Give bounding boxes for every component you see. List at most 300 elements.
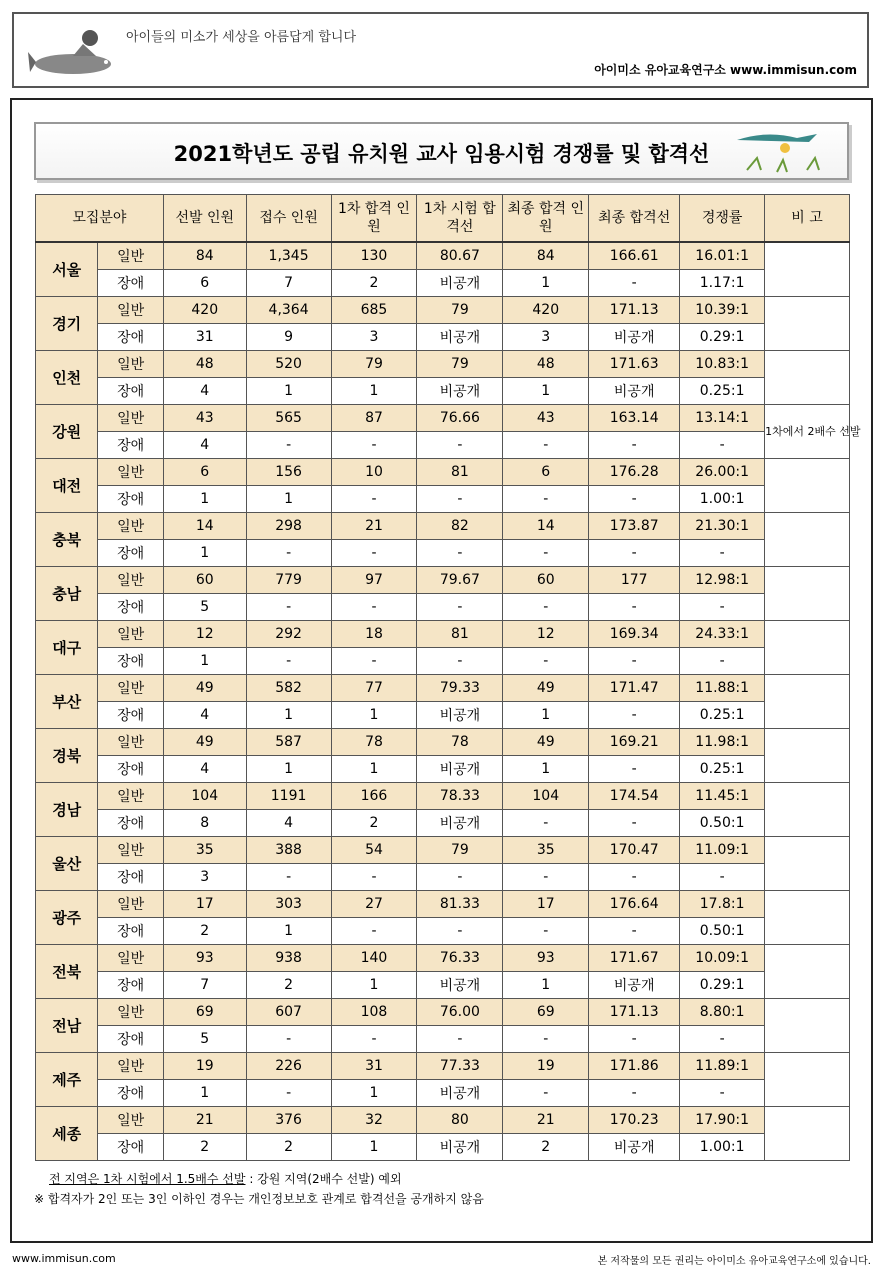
final-cutoff: 비공개 (589, 1134, 680, 1161)
col-final-cut: 최종 합격선 (589, 195, 680, 243)
applied-count: 4 (246, 810, 331, 837)
region-name: 충남 (36, 567, 98, 621)
recruit-type: 일반 (98, 459, 163, 486)
recruit-type: 장애 (98, 1080, 163, 1107)
col-selected: 선발 인원 (163, 195, 246, 243)
table-row (36, 918, 850, 945)
recruit-type: 장애 (98, 270, 163, 297)
first-pass-count: - (331, 648, 417, 675)
competition-ratio: 0.50:1 (680, 918, 765, 945)
applied-count: 1 (246, 756, 331, 783)
first-pass-count: 78 (331, 729, 417, 756)
applied-count: 520 (246, 351, 331, 378)
final-cutoff: 174.54 (589, 783, 680, 810)
final-pass-count: 35 (503, 837, 589, 864)
final-pass-count: 1 (503, 702, 589, 729)
first-pass-count: 1 (331, 1134, 417, 1161)
applied-count: 156 (246, 459, 331, 486)
first-cutoff: 81.33 (417, 891, 503, 918)
table-row (36, 405, 850, 432)
first-cutoff: 비공개 (417, 972, 503, 999)
selected-count: 5 (163, 594, 246, 621)
table-row (36, 891, 850, 918)
page-header (12, 12, 869, 88)
note-cell (765, 513, 850, 567)
note-cell (765, 999, 850, 1053)
col-applied: 접수 인원 (246, 195, 331, 243)
table-row (36, 242, 850, 270)
first-pass-count: 1 (331, 756, 417, 783)
footer-copyright: 본 저작물의 모든 권리는 아이미소 유아교육연구소에 있습니다. (597, 1256, 871, 1267)
region-name: 대구 (36, 621, 98, 675)
table-row (36, 297, 850, 324)
first-pass-count: 685 (331, 297, 417, 324)
final-pass-count: 69 (503, 999, 589, 1026)
competition-ratio: 17.8:1 (680, 891, 765, 918)
applied-count: 1 (246, 702, 331, 729)
competition-ratio: 26.00:1 (680, 459, 765, 486)
applied-count: 292 (246, 621, 331, 648)
note-cell (765, 783, 850, 837)
final-pass-count: 3 (503, 324, 589, 351)
competition-ratio: 8.80:1 (680, 999, 765, 1026)
table-row (36, 810, 850, 837)
final-pass-count: 1 (503, 378, 589, 405)
table-row (36, 351, 850, 378)
recruit-type: 일반 (98, 1053, 163, 1080)
first-cutoff: 비공개 (417, 324, 503, 351)
recruit-type: 장애 (98, 810, 163, 837)
applied-count: 587 (246, 729, 331, 756)
final-cutoff: - (589, 918, 680, 945)
first-pass-count: - (331, 432, 417, 459)
region-name: 경북 (36, 729, 98, 783)
competition-ratio: 0.25:1 (680, 702, 765, 729)
final-cutoff: 176.28 (589, 459, 680, 486)
recruit-type: 일반 (98, 405, 163, 432)
final-pass-count: 49 (503, 675, 589, 702)
applied-count: 607 (246, 999, 331, 1026)
competition-ratio: - (680, 540, 765, 567)
selected-count: 49 (163, 675, 246, 702)
final-pass-count: 14 (503, 513, 589, 540)
selected-count: 21 (163, 1107, 246, 1134)
applied-count: - (246, 540, 331, 567)
content-frame (10, 98, 873, 1243)
note-cell (765, 567, 850, 621)
note-cell (765, 242, 850, 297)
table-row (36, 1134, 850, 1161)
first-pass-count: - (331, 864, 417, 891)
slogan: 아이들의 미소가 세상을 아름답게 합니다 (126, 30, 357, 45)
first-cutoff: - (417, 594, 503, 621)
recruit-type: 장애 (98, 486, 163, 513)
table-row (36, 864, 850, 891)
selected-count: 7 (163, 972, 246, 999)
competition-ratio: 10.39:1 (680, 297, 765, 324)
recruit-type: 일반 (98, 999, 163, 1026)
competition-ratio: 24.33:1 (680, 621, 765, 648)
selected-count: 8 (163, 810, 246, 837)
first-cutoff: 비공개 (417, 756, 503, 783)
final-cutoff: 171.63 (589, 351, 680, 378)
footnote-1-rest: : 강원 지역(2배수 선발) 예외 (245, 1172, 402, 1186)
final-cutoff: - (589, 810, 680, 837)
selected-count: 1 (163, 540, 246, 567)
final-cutoff: - (589, 486, 680, 513)
recruit-type: 장애 (98, 324, 163, 351)
first-pass-count: 21 (331, 513, 417, 540)
first-cutoff: 82 (417, 513, 503, 540)
table-row (36, 432, 850, 459)
first-pass-count: 140 (331, 945, 417, 972)
first-cutoff: 79 (417, 297, 503, 324)
selected-count: 49 (163, 729, 246, 756)
table-row (36, 1053, 850, 1080)
selected-count: 1 (163, 648, 246, 675)
recruit-type: 일반 (98, 837, 163, 864)
table-row (36, 1107, 850, 1134)
applied-count: - (246, 864, 331, 891)
competition-ratio: - (680, 648, 765, 675)
table-row (36, 621, 850, 648)
note-cell (765, 351, 850, 405)
note-cell (765, 891, 850, 945)
applied-count: 388 (246, 837, 331, 864)
first-pass-count: - (331, 918, 417, 945)
final-pass-count: 6 (503, 459, 589, 486)
col-first-cut: 1차 시험 합격선 (417, 195, 503, 243)
applied-count: 303 (246, 891, 331, 918)
final-pass-count: 93 (503, 945, 589, 972)
final-pass-count: - (503, 432, 589, 459)
final-pass-count: - (503, 1080, 589, 1107)
first-pass-count: 130 (331, 242, 417, 270)
note-cell (765, 837, 850, 891)
competition-ratio: 1.00:1 (680, 1134, 765, 1161)
applied-count: 1 (246, 486, 331, 513)
recruit-type: 일반 (98, 351, 163, 378)
first-cutoff: 78.33 (417, 783, 503, 810)
final-cutoff: 176.64 (589, 891, 680, 918)
applied-count: 9 (246, 324, 331, 351)
table-header-row (36, 195, 850, 243)
selected-count: 35 (163, 837, 246, 864)
selected-count: 5 (163, 1026, 246, 1053)
footer-website: www.immisun.com (12, 1252, 116, 1265)
final-pass-count: 84 (503, 242, 589, 270)
note-cell: 1차에서 2배수 선발 (765, 405, 850, 459)
recruit-type: 장애 (98, 648, 163, 675)
region-name: 전남 (36, 999, 98, 1053)
final-cutoff: 166.61 (589, 242, 680, 270)
recruit-type: 장애 (98, 594, 163, 621)
selected-count: 6 (163, 459, 246, 486)
col-field: 모집분야 (36, 195, 164, 243)
final-cutoff: 171.67 (589, 945, 680, 972)
final-cutoff: 170.23 (589, 1107, 680, 1134)
final-cutoff: 173.87 (589, 513, 680, 540)
note-cell (765, 621, 850, 675)
final-pass-count: - (503, 918, 589, 945)
competition-ratio: 16.01:1 (680, 242, 765, 270)
table-row (36, 783, 850, 810)
final-cutoff: - (589, 648, 680, 675)
final-pass-count: 60 (503, 567, 589, 594)
final-pass-count: 1 (503, 972, 589, 999)
recruit-type: 일반 (98, 675, 163, 702)
first-cutoff: 비공개 (417, 378, 503, 405)
recruit-type: 장애 (98, 972, 163, 999)
final-cutoff: 비공개 (589, 378, 680, 405)
selected-count: 14 (163, 513, 246, 540)
first-pass-count: 1 (331, 378, 417, 405)
competition-ratio: 11.09:1 (680, 837, 765, 864)
note-cell (765, 1107, 850, 1161)
table-row (36, 756, 850, 783)
competition-ratio: 17.90:1 (680, 1107, 765, 1134)
final-cutoff: 170.47 (589, 837, 680, 864)
final-pass-count: 420 (503, 297, 589, 324)
table-row (36, 459, 850, 486)
first-cutoff: 비공개 (417, 270, 503, 297)
title-box (34, 122, 849, 180)
competition-ratio: 10.83:1 (680, 351, 765, 378)
selected-count: 420 (163, 297, 246, 324)
table-row (36, 378, 850, 405)
applied-count: 1 (246, 918, 331, 945)
recruit-type: 일반 (98, 513, 163, 540)
applied-count: 565 (246, 405, 331, 432)
selected-count: 3 (163, 864, 246, 891)
competition-ratio: 0.25:1 (680, 756, 765, 783)
final-pass-count: 43 (503, 405, 589, 432)
note-cell (765, 1053, 850, 1107)
selected-count: 84 (163, 242, 246, 270)
recruit-type: 일반 (98, 1107, 163, 1134)
final-pass-count: - (503, 648, 589, 675)
final-cutoff: 171.47 (589, 675, 680, 702)
selected-count: 93 (163, 945, 246, 972)
first-cutoff: 76.00 (417, 999, 503, 1026)
applied-count: 298 (246, 513, 331, 540)
final-pass-count: - (503, 1026, 589, 1053)
region-name: 서울 (36, 242, 98, 297)
child-on-fish-logo-icon (28, 22, 123, 86)
competition-ratio: - (680, 1026, 765, 1053)
table-row (36, 648, 850, 675)
competition-ratio: - (680, 1080, 765, 1107)
final-cutoff: - (589, 432, 680, 459)
final-pass-count: 19 (503, 1053, 589, 1080)
first-cutoff: 비공개 (417, 702, 503, 729)
table-row (36, 999, 850, 1026)
competition-ratio: 11.45:1 (680, 783, 765, 810)
decoration-icon (727, 130, 837, 180)
recruit-type: 일반 (98, 729, 163, 756)
selected-count: 48 (163, 351, 246, 378)
selected-count: 31 (163, 324, 246, 351)
region-name: 강원 (36, 405, 98, 459)
competition-ratio: 21.30:1 (680, 513, 765, 540)
recruit-type: 장애 (98, 756, 163, 783)
first-pass-count: - (331, 1026, 417, 1053)
applied-count: 4,364 (246, 297, 331, 324)
first-pass-count: 2 (331, 270, 417, 297)
first-pass-count: 166 (331, 783, 417, 810)
first-pass-count: 1 (331, 1080, 417, 1107)
first-pass-count: - (331, 594, 417, 621)
final-cutoff: 171.86 (589, 1053, 680, 1080)
first-pass-count: 31 (331, 1053, 417, 1080)
applied-count: 1191 (246, 783, 331, 810)
final-pass-count: 48 (503, 351, 589, 378)
first-cutoff: - (417, 432, 503, 459)
table-row (36, 675, 850, 702)
col-note: 비 고 (765, 195, 850, 243)
applied-count: 1 (246, 378, 331, 405)
selected-count: 43 (163, 405, 246, 432)
table-row (36, 324, 850, 351)
competition-ratio: - (680, 864, 765, 891)
selected-count: 12 (163, 621, 246, 648)
page-title: 2021학년도 공립 유치원 교사 임용시험 경쟁률 및 합격선 (173, 142, 710, 166)
first-pass-count: 54 (331, 837, 417, 864)
recruit-type: 장애 (98, 540, 163, 567)
region-name: 경기 (36, 297, 98, 351)
region-name: 인천 (36, 351, 98, 405)
recruit-type: 일반 (98, 567, 163, 594)
final-pass-count: - (503, 540, 589, 567)
applied-count: 2 (246, 972, 331, 999)
footnote-2: ※ 합격자가 2인 또는 3인 이하인 경우는 개인정보보호 관계로 합격선을 공개하지 않음 (34, 1192, 484, 1206)
first-cutoff: - (417, 918, 503, 945)
table-row (36, 567, 850, 594)
final-cutoff: - (589, 594, 680, 621)
selected-count: 104 (163, 783, 246, 810)
note-cell (765, 297, 850, 351)
first-pass-count: 77 (331, 675, 417, 702)
competition-ratio: 0.50:1 (680, 810, 765, 837)
first-cutoff: 79.33 (417, 675, 503, 702)
selected-count: 69 (163, 999, 246, 1026)
final-cutoff: 169.21 (589, 729, 680, 756)
footnote-1-underlined: 전 지역은 1차 시험에서 1.5배수 선발 (49, 1172, 246, 1186)
table-row (36, 1026, 850, 1053)
selected-count: 19 (163, 1053, 246, 1080)
final-pass-count: 104 (503, 783, 589, 810)
first-pass-count: 3 (331, 324, 417, 351)
first-cutoff: 76.33 (417, 945, 503, 972)
first-pass-count: - (331, 486, 417, 513)
region-name: 전북 (36, 945, 98, 999)
region-name: 세종 (36, 1107, 98, 1161)
first-cutoff: 79 (417, 837, 503, 864)
recruit-type: 일반 (98, 783, 163, 810)
final-pass-count: 12 (503, 621, 589, 648)
selected-count: 1 (163, 486, 246, 513)
final-cutoff: 177 (589, 567, 680, 594)
recruit-type: 일반 (98, 891, 163, 918)
recruit-type: 장애 (98, 432, 163, 459)
table-row (36, 540, 850, 567)
note-cell (765, 945, 850, 999)
competition-ratio: 0.25:1 (680, 378, 765, 405)
selected-count: 2 (163, 918, 246, 945)
final-pass-count: - (503, 810, 589, 837)
final-pass-count: - (503, 594, 589, 621)
recruit-type: 장애 (98, 918, 163, 945)
competition-ratio: 11.98:1 (680, 729, 765, 756)
col-ratio: 경쟁률 (680, 195, 765, 243)
competition-ratio: 11.88:1 (680, 675, 765, 702)
first-pass-count: 27 (331, 891, 417, 918)
applied-count: 582 (246, 675, 331, 702)
competition-ratio: 0.29:1 (680, 324, 765, 351)
applied-count: - (246, 648, 331, 675)
first-cutoff: 비공개 (417, 1134, 503, 1161)
selected-count: 1 (163, 1080, 246, 1107)
first-pass-count: 2 (331, 810, 417, 837)
final-pass-count: - (503, 864, 589, 891)
competition-ratio: 11.89:1 (680, 1053, 765, 1080)
final-pass-count: 17 (503, 891, 589, 918)
results-table (35, 194, 861, 1161)
final-pass-count: 49 (503, 729, 589, 756)
note-cell (765, 459, 850, 513)
first-pass-count: 108 (331, 999, 417, 1026)
final-cutoff: 169.34 (589, 621, 680, 648)
region-name: 경남 (36, 783, 98, 837)
final-cutoff: - (589, 270, 680, 297)
final-cutoff: - (589, 702, 680, 729)
region-name: 제주 (36, 1053, 98, 1107)
recruit-type: 일반 (98, 945, 163, 972)
note-cell (765, 675, 850, 729)
organization-label: 아이미소 유아교육연구소 www.immisun.com (594, 63, 857, 77)
first-cutoff: - (417, 486, 503, 513)
first-pass-count: 87 (331, 405, 417, 432)
recruit-type: 장애 (98, 702, 163, 729)
competition-ratio: 10.09:1 (680, 945, 765, 972)
first-cutoff: 비공개 (417, 810, 503, 837)
recruit-type: 일반 (98, 621, 163, 648)
final-cutoff: - (589, 1080, 680, 1107)
applied-count: 1,345 (246, 242, 331, 270)
first-pass-count: 32 (331, 1107, 417, 1134)
recruit-type: 일반 (98, 242, 163, 270)
applied-count: 2 (246, 1134, 331, 1161)
competition-ratio: 13.14:1 (680, 405, 765, 432)
applied-count: - (246, 1026, 331, 1053)
first-pass-count: 79 (331, 351, 417, 378)
first-pass-count: - (331, 540, 417, 567)
first-cutoff: 80 (417, 1107, 503, 1134)
final-pass-count: 2 (503, 1134, 589, 1161)
table-row (36, 702, 850, 729)
first-cutoff: - (417, 648, 503, 675)
selected-count: 6 (163, 270, 246, 297)
selected-count: 2 (163, 1134, 246, 1161)
recruit-type: 장애 (98, 378, 163, 405)
final-pass-count: 1 (503, 756, 589, 783)
selected-count: 4 (163, 378, 246, 405)
final-cutoff: 비공개 (589, 972, 680, 999)
applied-count: 938 (246, 945, 331, 972)
region-name: 대전 (36, 459, 98, 513)
recruit-type: 장애 (98, 1134, 163, 1161)
first-pass-count: 10 (331, 459, 417, 486)
